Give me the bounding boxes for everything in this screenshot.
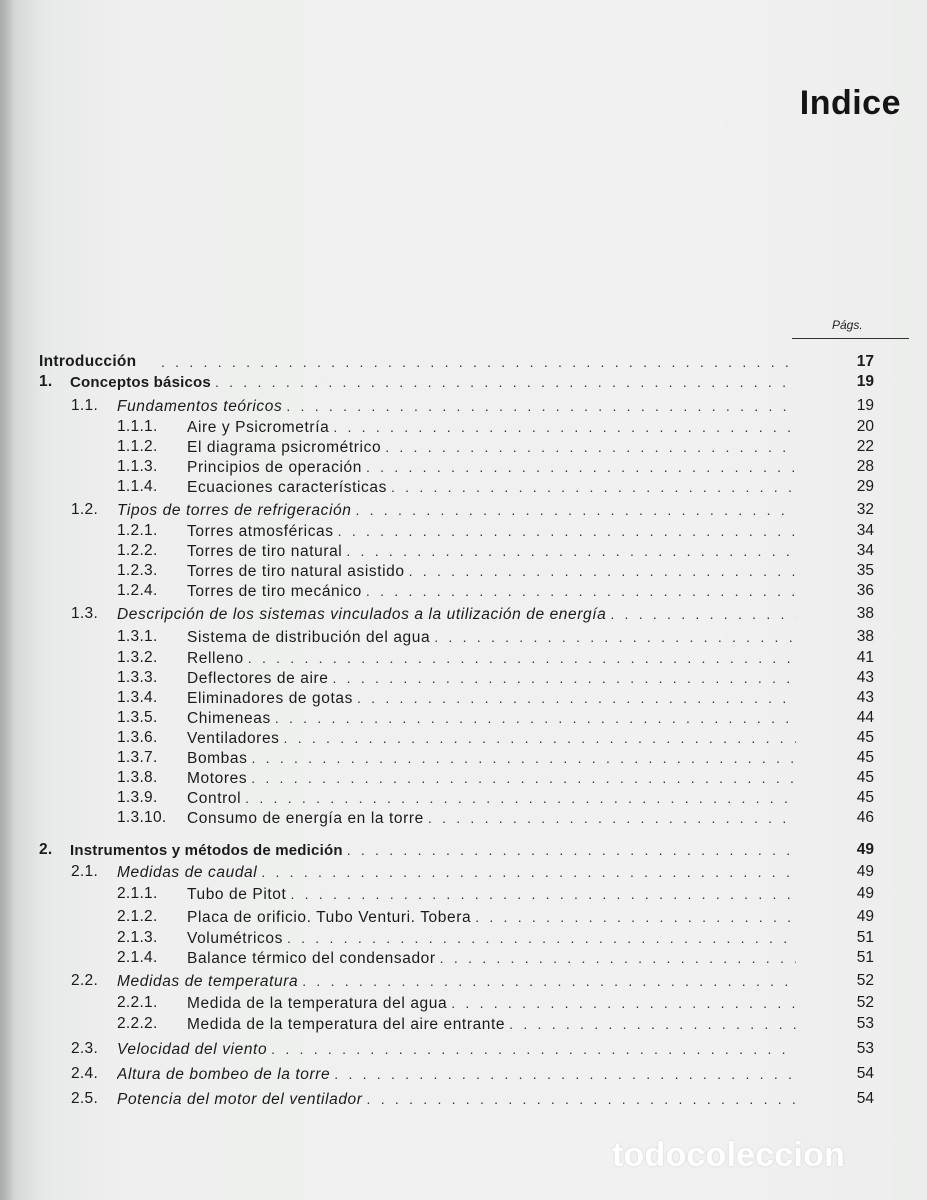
- toc-entry-title-line: [187, 457, 796, 477]
- toc-entry: [0, 500, 927, 520]
- toc-entry-title-line: [187, 627, 796, 647]
- toc-entry-page: 45: [856, 729, 874, 746]
- toc-entry-number: 1.3.8.: [117, 769, 158, 786]
- toc-entry-title: Descripción de los sistemas vinculados a la utilización de energía: [117, 606, 607, 623]
- dot-leader: [475, 907, 796, 927]
- toc-entry-title: Torres de tiro mecánico: [187, 583, 362, 600]
- dot-leader: [251, 748, 796, 768]
- toc-entry-title: Torres de tiro natural asistido: [187, 563, 405, 580]
- dot-leader: [290, 884, 796, 904]
- toc-entry-title: Tipos de torres de refrigeración: [117, 502, 352, 519]
- toc-entry: [0, 971, 927, 991]
- toc-entry: [0, 884, 927, 904]
- toc-entry: [0, 840, 927, 860]
- dot-leader: [287, 928, 796, 948]
- toc-entry: [0, 768, 927, 788]
- toc-entry-title-line: [117, 862, 796, 882]
- toc-entry: [0, 581, 927, 601]
- toc-entry-number: 2.4.: [71, 1065, 99, 1082]
- show-through-text: [480, 0, 920, 330]
- toc-entry: [0, 808, 927, 828]
- toc-entry-title-line: [187, 417, 796, 437]
- toc-entry-page: 54: [856, 1090, 874, 1107]
- toc-entry: [0, 993, 927, 1013]
- toc-entry-title-line: [187, 808, 796, 828]
- toc-entry-page: 49: [856, 841, 874, 858]
- dot-leader: [409, 561, 796, 581]
- toc-entry: [0, 604, 927, 624]
- toc-entry-title-line: [187, 993, 796, 1013]
- toc-entry-page: 45: [856, 789, 874, 806]
- toc-entry: [0, 521, 927, 541]
- toc-entry: [0, 627, 927, 647]
- toc-entry-title: Volumétricos: [187, 930, 283, 947]
- toc-entry-number: 1.1.3.: [117, 458, 158, 475]
- toc-entry: [0, 561, 927, 581]
- toc-entry-page: 17: [856, 353, 874, 370]
- toc-entry-title-line: [187, 788, 796, 808]
- toc-entry-number: 1.2.4.: [117, 582, 158, 599]
- toc-entry-title: Consumo de energía en la torre: [187, 810, 424, 827]
- toc-entry-title-line: [187, 768, 796, 788]
- toc-entry-title-line: [187, 477, 796, 497]
- toc-entry-page: 43: [856, 669, 874, 686]
- toc-entry-number: 1.3.4.: [117, 689, 158, 706]
- toc-entry-number: 1.3.1.: [117, 628, 158, 645]
- toc-entry-title-line: [117, 971, 796, 991]
- toc-entry-title: Ventiladores: [187, 730, 280, 747]
- toc-entry-page: 53: [856, 1015, 874, 1032]
- toc-entry-title-line: [161, 352, 796, 372]
- dot-leader: [271, 1039, 796, 1059]
- toc-entry-title-line: [187, 581, 796, 601]
- toc-entry-title-line: [117, 1039, 796, 1059]
- toc-entry: [0, 728, 927, 748]
- toc-entry-number: 1.3.9.: [117, 789, 158, 806]
- toc-entry-number: 1.3.3.: [117, 669, 158, 686]
- toc-entry-title-line: [70, 372, 796, 392]
- toc-entry-number: 1.1.2.: [117, 438, 158, 455]
- toc-entry-number: 2.1.: [71, 863, 99, 880]
- toc-entry: [0, 372, 927, 392]
- toc-entry: [0, 1064, 927, 1084]
- toc-entry-number: 1.1.: [71, 397, 99, 414]
- toc-entry-title: Placa de orificio. Tubo Venturi. Tobera: [187, 909, 472, 926]
- dot-leader: [286, 396, 796, 416]
- toc-entry: [0, 688, 927, 708]
- dot-leader: [284, 728, 796, 748]
- dot-leader: [275, 708, 796, 728]
- toc-entry-page: 32: [856, 501, 874, 518]
- dot-leader: [346, 541, 796, 561]
- toc-entry: [0, 668, 927, 688]
- toc-entry-title-line: [117, 396, 796, 416]
- dot-leader: [215, 372, 796, 392]
- dot-leader: [357, 688, 796, 708]
- toc-entry-title: Deflectores de aire: [187, 670, 329, 687]
- toc-entry-title-line: [187, 884, 796, 904]
- dot-leader: [261, 862, 796, 882]
- toc-entry-title: Medida de la temperatura del aire entrante: [187, 1016, 506, 1033]
- toc-entry-title-line: [187, 748, 796, 768]
- dot-leader: [302, 971, 796, 991]
- toc-entry-page: 53: [856, 1040, 874, 1057]
- toc-entry-number: 1.2.1.: [117, 522, 158, 539]
- toc-entry: [0, 437, 927, 457]
- toc-entry-title: Relleno: [187, 650, 244, 667]
- toc-entry-number: 1.2.: [71, 501, 99, 518]
- toc-entry-page: 34: [856, 542, 874, 559]
- toc-entry-page: 43: [856, 689, 874, 706]
- toc-entry-page: 44: [856, 709, 874, 726]
- dot-leader: [385, 437, 796, 457]
- toc-entry-number: 1.3.10.: [117, 809, 167, 826]
- toc-entry-title-line: [187, 688, 796, 708]
- toc-entry-page: 28: [856, 458, 874, 475]
- dot-leader: [333, 668, 797, 688]
- toc-entry-number: 1.3.: [71, 605, 99, 622]
- toc-entry-page: 34: [856, 522, 874, 539]
- toc-entry-title-line: [187, 928, 796, 948]
- toc-entry: [0, 477, 927, 497]
- toc-entry-page: 20: [856, 418, 874, 435]
- toc-entry: [0, 648, 927, 668]
- toc-entry-title-line: [187, 907, 796, 927]
- pages-column-header: Págs.: [832, 318, 863, 332]
- toc-entry-title-line: [70, 840, 796, 860]
- watermark-logo: todocoleccion: [612, 1136, 846, 1174]
- toc-entry-title: Potencia del motor del ventilador: [117, 1091, 363, 1108]
- toc-entry: [0, 1039, 927, 1059]
- pages-header-rule: [792, 338, 909, 339]
- page-title: Indice: [799, 84, 901, 122]
- toc-entry-title: Medida de la temperatura del agua: [187, 995, 448, 1012]
- toc-entry-title: Velocidad del viento: [117, 1041, 268, 1058]
- toc-entry-title: Fundamentos teóricos: [117, 398, 283, 415]
- toc-entry-title: Aire y Psicrometría: [187, 419, 330, 436]
- dot-leader: [366, 457, 796, 477]
- dot-leader: [338, 521, 796, 541]
- dot-leader: [451, 993, 796, 1013]
- dot-leader: [367, 1089, 796, 1109]
- toc-entry: [0, 541, 927, 561]
- toc-entry: [0, 1014, 927, 1034]
- toc-entry-number: 2.2.: [71, 972, 99, 989]
- dot-leader: [251, 768, 796, 788]
- toc-entry-page: 49: [856, 885, 874, 902]
- dot-leader: [333, 417, 796, 437]
- toc-entry: [0, 396, 927, 416]
- toc-entry-title-line: [187, 708, 796, 728]
- toc-entry-title: Motores: [187, 770, 248, 787]
- toc-entry-number: 2.1.2.: [117, 908, 158, 925]
- toc-entry-page: 49: [856, 908, 874, 925]
- toc-entry: [0, 352, 927, 372]
- toc-entry: [0, 457, 927, 477]
- dot-leader: [248, 648, 796, 668]
- toc-entry-page: 45: [856, 749, 874, 766]
- toc-entry-title: Bombas: [187, 750, 248, 767]
- toc-entry-page: 49: [856, 863, 874, 880]
- toc-entry-title: Chimeneas: [187, 710, 271, 727]
- toc-entry-number: 1.3.2.: [117, 649, 158, 666]
- dot-leader: [509, 1014, 796, 1034]
- toc-entry-page: 29: [856, 478, 874, 495]
- toc-entry: [0, 928, 927, 948]
- dot-leader: [245, 788, 796, 808]
- toc-entry-number: 1.1.1.: [117, 418, 158, 435]
- toc-entry-number: 2.1.1.: [117, 885, 158, 902]
- toc-entry-title: Medidas de caudal: [117, 864, 258, 881]
- toc-entry: [0, 862, 927, 882]
- toc-entry-page: 51: [856, 929, 874, 946]
- dot-leader: [334, 1064, 796, 1084]
- toc-entry-page: 51: [856, 949, 874, 966]
- toc-entry: [0, 907, 927, 927]
- toc-entry-title: Balance térmico del condensador: [187, 950, 436, 967]
- toc-entry-title: Medidas de temperatura: [117, 973, 299, 990]
- toc-entry-number: 2.1.3.: [117, 929, 158, 946]
- toc-entry-title-line: [187, 668, 796, 688]
- toc-entry: [0, 788, 927, 808]
- toc-entry-title: Tubo de Pitot: [187, 886, 287, 903]
- toc-entry-title-line: [117, 1089, 796, 1109]
- toc-entry-number: 1.3.6.: [117, 729, 158, 746]
- toc-entry-page: 19: [856, 397, 874, 414]
- toc-entry-number: 2.2.2.: [117, 1015, 158, 1032]
- toc-entry-page: 41: [856, 649, 874, 666]
- dot-leader: [366, 581, 796, 601]
- toc-entry-title-line: [187, 521, 796, 541]
- toc-entry-number: 1.2.3.: [117, 562, 158, 579]
- toc-entry: [0, 948, 927, 968]
- toc-entry-page: 35: [856, 562, 874, 579]
- dot-leader: [161, 352, 796, 372]
- toc-entry-page: 54: [856, 1065, 874, 1082]
- toc-entry-title: Altura de bombeo de la torre: [117, 1066, 331, 1083]
- toc-entry-title: Sistema de distribución del agua: [187, 629, 431, 646]
- toc-entry-page: 19: [856, 373, 874, 390]
- toc-entry-number: 1.3.5.: [117, 709, 158, 726]
- dot-leader: [428, 808, 796, 828]
- toc-entry-number: 1.2.2.: [117, 542, 158, 559]
- toc-entry-title-line: [187, 948, 796, 968]
- toc-entry-number: 1.3.7.: [117, 749, 158, 766]
- toc-entry-title: Torres de tiro natural: [187, 543, 343, 560]
- toc-entry-page: 38: [856, 628, 874, 645]
- toc-entry-title-line: [187, 1014, 796, 1034]
- toc-entry-number: 2.5.: [71, 1090, 99, 1107]
- toc-entry-title: Eliminadores de gotas: [187, 690, 353, 707]
- toc-entry-title: El diagrama psicrométrico: [187, 439, 382, 456]
- toc-entry-page: 52: [856, 972, 874, 989]
- toc-entry-title-line: [187, 728, 796, 748]
- toc-entry-number: 2.3.: [71, 1040, 99, 1057]
- toc-entry: [0, 708, 927, 728]
- toc-entry-title-line: [117, 604, 796, 624]
- toc-entry-number: Introducción: [39, 353, 137, 370]
- dot-leader: [391, 477, 796, 497]
- toc-entry: [0, 1089, 927, 1109]
- toc-entry-title: Instrumentos y métodos de medición: [70, 842, 343, 859]
- dot-leader: [440, 948, 796, 968]
- toc-entry-title: Principios de operación: [187, 459, 362, 476]
- toc-entry-number: 1.1.4.: [117, 478, 158, 495]
- toc-entry-title-line: [187, 541, 796, 561]
- toc-entry-page: 52: [856, 994, 874, 1011]
- toc-entry-number: 2.1.4.: [117, 949, 158, 966]
- toc-entry-title-line: [187, 561, 796, 581]
- toc-entry-title: Torres atmosféricas: [187, 523, 334, 540]
- toc-entry-title-line: [117, 1064, 796, 1084]
- toc-entry: [0, 417, 927, 437]
- toc-entry-title: Control: [187, 790, 242, 807]
- toc-entry-number: 2.2.1.: [117, 994, 158, 1011]
- dot-leader: [355, 500, 796, 520]
- toc-entry-page: 22: [856, 438, 874, 455]
- toc-entry-page: 38: [856, 605, 874, 622]
- dot-leader: [347, 840, 796, 860]
- dot-leader: [434, 627, 796, 647]
- toc-entry-title: Ecuaciones características: [187, 479, 387, 496]
- toc-entry-page: 36: [856, 582, 874, 599]
- toc-entry-title-line: [187, 648, 796, 668]
- toc-entry: [0, 748, 927, 768]
- toc-entry-number: 2.: [39, 841, 53, 858]
- toc-entry-title: Conceptos básicos: [70, 374, 211, 391]
- toc-entry-title-line: [187, 437, 796, 457]
- toc-entry-page: 46: [856, 809, 874, 826]
- dot-leader: [610, 604, 796, 624]
- toc-entry-page: 45: [856, 769, 874, 786]
- toc-entry-title-line: [117, 500, 796, 520]
- toc-entry-number: 1.: [39, 373, 53, 390]
